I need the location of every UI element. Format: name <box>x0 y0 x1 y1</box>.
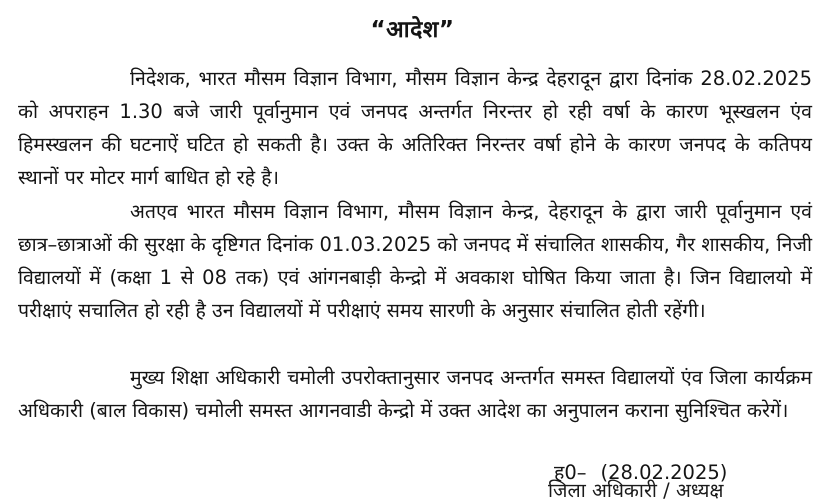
paragraph-holiday-order: अतएव भारत मौसम विज्ञान विभाग, मौसम विज्ञान केन्द्र, देहरादून के द्वारा जारी पूर्वानुमान एवं छात्र–छात्राओं की सुरक्षा के दृष्टिगत दिनांक 01.03.2025 को जनपद में संचालित शासकीय, गैर शासकीय, निजी विद्यालयों में (कक्षा 1 से 08 तक) एवं आंगनबाड़ी केन्द्रो में अवकाश घोषित किया जाता है। जिन विद्यालयो में परीक्षाएं सचालित हो रही है उन विद्यालयों में परीक्षाएं समय सारणी के अनुसार संचालित होती रहेंगी। <box>18 200 812 322</box>
paragraph-forecast: निदेशक, भारत मौसम विज्ञान विभाग, मौसम विज्ञान केन्द्र देहरादून द्वारा दिनांक 28.02.2025 को अपराहन 1.30 बजे जारी पूर्वानुमान एवं जनपद अन्तर्गत निरन्तर हो रही वर्षा के कारण भूस्खलन एंव हिमस्खलन की घटनाऐं घटित हो सकती है। उक्त के अतिरिक्त निरन्तर वर्षा होने के कारण जनपद के कतिपय स्थानों पर मोटर मार्ग बाधित हो रहे है। <box>18 67 812 189</box>
signature-date: (28.02.2025) <box>600 461 728 484</box>
document-title: “आदेश” <box>370 17 455 43</box>
signature-designation-cutoff <box>548 479 738 502</box>
paragraph-compliance: मुख्य शिक्षा अधिकारी चमोली उपरोक्तानुसार जनपद अन्तर्गत समस्त विद्यालयों एंव जिला कार्यक्रम अधिकारी (बाल विकास) चमोली समस्त आगनवाडी केन्द्रो में उक्त आदेश का अनुपालन कराना सुनिश्चित करेगें। <box>18 366 812 422</box>
signature-designation: जिला अधिकारी / अध्यक्ष <box>548 479 724 502</box>
signature-label: ह0– <box>554 461 587 484</box>
